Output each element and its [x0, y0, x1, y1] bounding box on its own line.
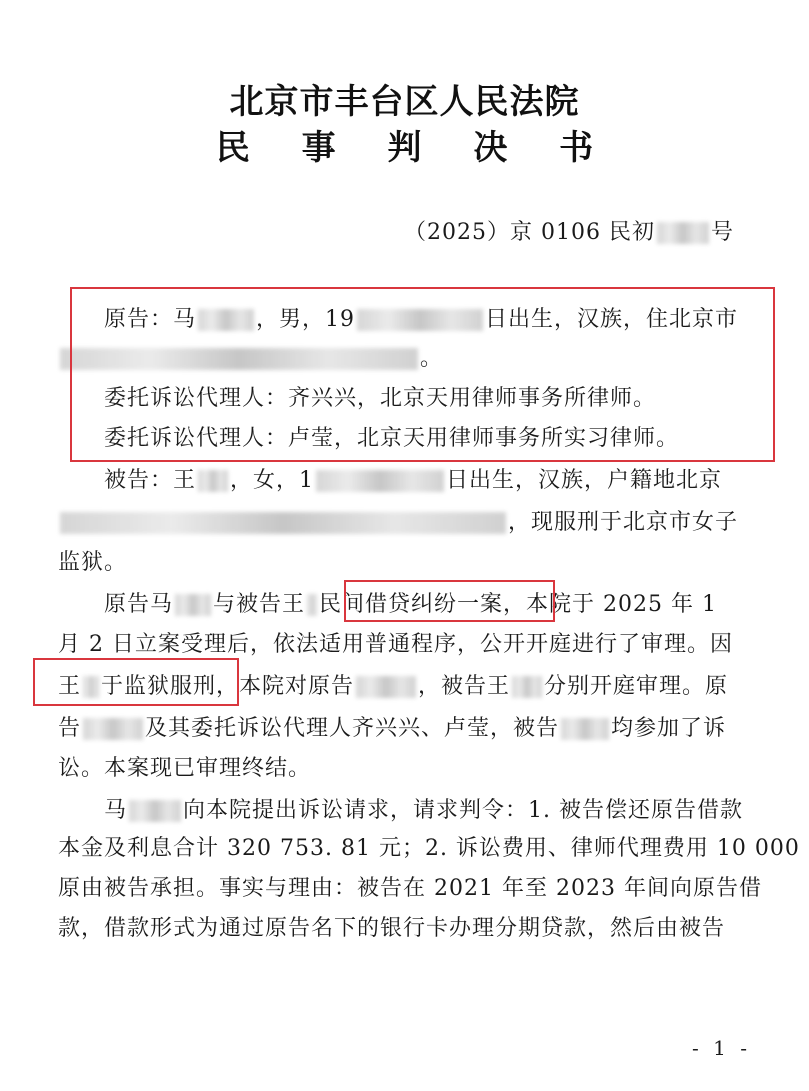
case-para-line-5: 讼。本案现已审理终结。	[58, 756, 312, 781]
text-segment: 原告马	[104, 592, 174, 617]
defendant-line-2	[58, 508, 738, 538]
case-para-line-2: 月 2 日立案受理后，依法适用普通程序，公开开庭进行了审理。因	[58, 632, 733, 657]
defendant-label: 被告：王	[104, 468, 197, 493]
plaintiff-agent-1: 委托诉讼代理人：齐兴兴，北京天用律师事务所律师。	[104, 386, 657, 411]
defendant-gender: ，女，1	[230, 468, 315, 493]
case-para-line-4	[58, 714, 726, 744]
document-type-title: 民 事 判 决 书	[215, 128, 614, 168]
text-segment: ，被告王	[418, 674, 511, 699]
redacted-name	[83, 718, 143, 740]
redacted-birthdate	[316, 470, 444, 492]
redacted-case-number	[657, 222, 709, 244]
redacted-name	[307, 594, 317, 616]
redacted-name	[561, 718, 609, 740]
court-name: 北京市丰台区人民法院	[229, 82, 580, 122]
text-segment: 分别开庭审理。原	[544, 674, 729, 699]
defendant-info: 日出生，汉族，户籍地北京	[446, 468, 723, 493]
plaintiff-gender: ，男，19	[256, 307, 356, 332]
defendant-prison: ，现服刑于北京市女子	[508, 510, 739, 535]
text-segment: 王	[58, 674, 82, 699]
text-segment: 告	[58, 716, 82, 741]
plaintiff-address-end: 。	[420, 346, 444, 371]
text-segment: 与被告王	[213, 592, 306, 617]
redacted-name	[512, 676, 542, 698]
case-cause: 民间借贷纠纷一案，本院于 2025 年 1	[319, 592, 717, 617]
case-number-prefix: （2025）京 0106 民初	[404, 220, 655, 245]
claims-line-4: 款，借款形式为通过原告名下的银行卡办理分期贷款，然后由被告	[58, 916, 726, 941]
redacted-name	[356, 676, 416, 698]
redacted-name	[129, 800, 181, 822]
text-segment: 均参加了诉	[611, 716, 727, 741]
defendant-line-1	[104, 466, 722, 496]
highlight-box-prison	[33, 658, 239, 706]
text-segment: 向本院提出诉讼请求，请求判令：1. 被告偿还原告借款	[183, 798, 744, 823]
highlight-box-parties	[70, 287, 775, 462]
case-number	[404, 218, 734, 248]
plaintiff-label: 原告：马	[104, 307, 197, 332]
redacted-address	[60, 512, 506, 534]
claims-line-2: 本金及利息合计 320 753. 81 元；2. 诉讼费用、律师代理费用 10 000	[58, 836, 800, 861]
claims-line-3: 原由被告承担。事实与理由：被告在 2021 年至 2023 年间向原告借	[58, 876, 762, 901]
redacted-name	[175, 594, 211, 616]
plaintiff-agent-2: 委托诉讼代理人：卢莹，北京天用律师事务所实习律师。	[104, 426, 680, 451]
text-segment: 于监狱服刑，本院对原告	[101, 674, 355, 699]
defendant-line-3: 监狱。	[58, 550, 128, 575]
highlight-box-cause	[344, 580, 555, 622]
claims-line-1	[104, 796, 743, 826]
redacted-name	[198, 470, 228, 492]
case-number-suffix: 号	[710, 220, 734, 245]
text-segment: 及其委托诉讼代理人齐兴兴、卢莹，被告	[145, 716, 560, 741]
text-segment: 马	[104, 798, 128, 823]
page-number: - 1 -	[692, 1036, 751, 1060]
plaintiff-info: 日出生，汉族，住北京市	[485, 307, 739, 332]
